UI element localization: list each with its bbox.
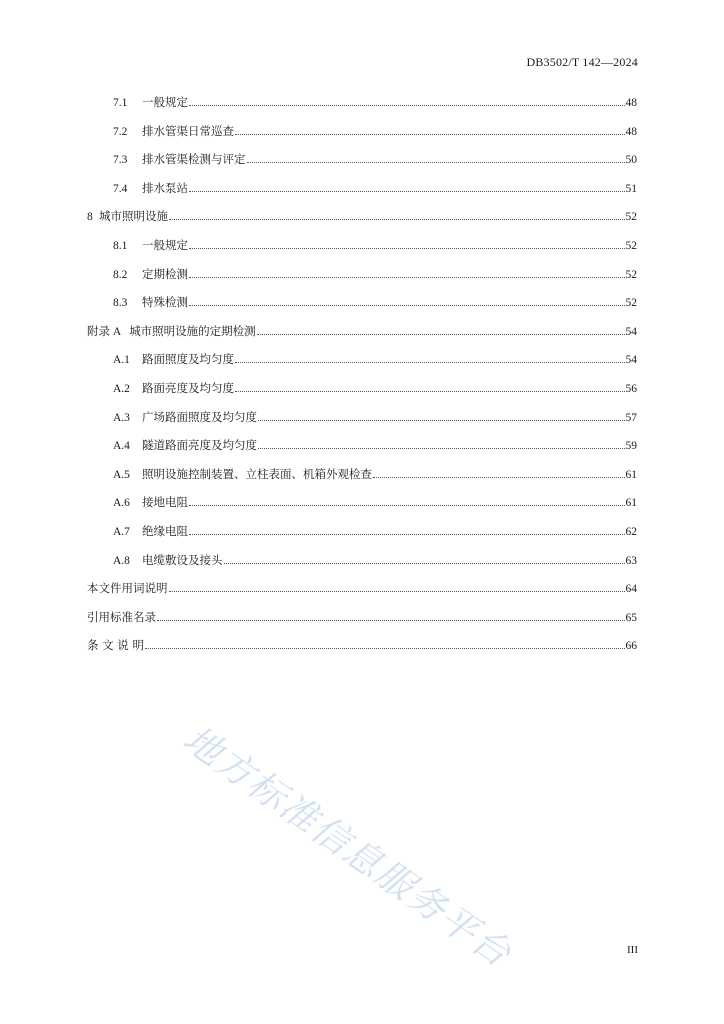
- toc-entry-number: A.7: [113, 526, 130, 538]
- toc-entry-page: 54: [625, 325, 637, 338]
- toc-entry-page: 56: [625, 383, 637, 395]
- toc-entry-page: 52: [625, 297, 637, 310]
- toc-entry-number: 8.1: [113, 240, 128, 252]
- toc-entry[interactable]: [87, 380, 637, 396]
- toc-entry-page: 64: [625, 583, 637, 596]
- toc-entry-title: 接地电阻: [142, 495, 188, 510]
- toc-entry-title: 电缆敷设及接头: [142, 552, 223, 567]
- toc-entry[interactable]: [87, 523, 637, 539]
- toc-entry[interactable]: [87, 94, 637, 110]
- toc-leader-dots: [189, 533, 625, 535]
- toc-leader-dots: [145, 647, 625, 649]
- toc-entry-page: 62: [625, 526, 637, 538]
- toc-entry-page: 61: [625, 497, 637, 510]
- toc-entry-title: 绝缘电阻: [142, 524, 188, 538]
- toc-entry-title: 广场路面照度及均匀度: [142, 409, 257, 424]
- toc-leader-dots: [189, 104, 625, 106]
- toc-entry-title: 隧道路面亮度及均匀度: [142, 438, 257, 453]
- toc-leader-dots: [224, 562, 625, 564]
- toc-entry-page: 51: [625, 182, 637, 195]
- toc-entry[interactable]: [87, 266, 637, 282]
- toc-entry[interactable]: [87, 580, 637, 596]
- toc-entry-title: 路面照度及均匀度: [142, 352, 234, 367]
- toc-entry-page: 65: [625, 611, 637, 624]
- toc-entry-number: 8.3: [113, 297, 128, 310]
- toc-leader-dots: [169, 218, 625, 220]
- toc-leader-dots: [235, 361, 625, 363]
- toc-entry[interactable]: [87, 609, 637, 625]
- toc-entry-page: 57: [625, 411, 637, 424]
- toc-leader-dots: [189, 247, 625, 249]
- toc-entry-number: A.5: [113, 468, 130, 481]
- toc-entry-page: 61: [625, 468, 637, 481]
- toc-entry-title: 一般规定: [142, 238, 188, 252]
- toc-entry[interactable]: [87, 351, 637, 367]
- toc-leader-dots: [235, 133, 625, 135]
- toc-entry-title: 路面亮度及均匀度: [142, 381, 234, 395]
- toc-leader-dots: [157, 619, 625, 621]
- toc-leader-dots: [257, 333, 625, 335]
- document-code-header: DB3502/T 142—2024: [526, 55, 638, 69]
- toc-entry-number: 7.1: [113, 97, 128, 109]
- toc-entry-title: 排水管渠检测与评定: [142, 152, 246, 167]
- toc-entry-title: 条 文 说 明: [87, 638, 144, 653]
- toc-entry-title: 特殊检测: [142, 295, 188, 310]
- toc-entry[interactable]: [87, 208, 637, 224]
- toc-entry[interactable]: [87, 637, 637, 653]
- toc-entry-page: 52: [625, 211, 637, 224]
- toc-entry-title: 城市照明设施的定期检测: [129, 323, 256, 338]
- toc-entry[interactable]: [87, 466, 637, 482]
- toc-entry[interactable]: [87, 323, 637, 339]
- toc-entry[interactable]: [87, 237, 637, 253]
- toc-entry[interactable]: [87, 123, 637, 139]
- toc-entry-number: A.2: [113, 383, 130, 395]
- toc-entry[interactable]: [87, 180, 637, 196]
- toc-entry-number: A.6: [113, 497, 130, 510]
- toc-entry-number: 7.3: [113, 154, 128, 167]
- toc-leader-dots: [189, 304, 625, 306]
- toc-entry-number: A.1: [113, 354, 130, 367]
- toc-leader-dots: [189, 276, 625, 278]
- toc-entry-number: 8: [87, 211, 93, 224]
- page-number: III: [627, 944, 638, 956]
- toc-entry-page: 54: [625, 354, 637, 367]
- toc-entry-page: 66: [625, 640, 637, 653]
- toc-entry-page: 59: [625, 440, 637, 453]
- toc-leader-dots: [258, 447, 625, 449]
- toc-entry-number: A.8: [113, 554, 130, 567]
- toc-leader-dots: [189, 504, 625, 506]
- toc-entry-number: A.3: [113, 411, 130, 424]
- toc-entry-title: 排水泵站: [142, 180, 188, 195]
- toc-leader-dots: [258, 419, 625, 421]
- toc-leader-dots: [235, 390, 625, 392]
- toc-entry-number: 7.4: [113, 182, 128, 195]
- toc-entry[interactable]: [87, 409, 637, 425]
- toc-entry-number: 7.2: [113, 125, 128, 138]
- toc-entry[interactable]: [87, 151, 637, 167]
- toc-leader-dots: [189, 190, 625, 192]
- toc-leader-dots: [373, 476, 625, 478]
- toc-entry[interactable]: [87, 494, 637, 510]
- toc-entry-title: 引用标准名录: [87, 609, 156, 624]
- toc-entry-number: A.4: [113, 440, 130, 453]
- toc-entry-number: 附录 A: [87, 325, 122, 338]
- toc-entry-title: 照明设施控制装置、立柱表面、机箱外观检查: [142, 466, 372, 481]
- toc-entry-page: 50: [625, 154, 637, 167]
- toc-leader-dots: [247, 161, 625, 163]
- watermark: 地方标准信息服务平台: [175, 717, 520, 977]
- toc-entry-page: 52: [625, 240, 637, 252]
- toc-entry[interactable]: [87, 552, 637, 568]
- toc-entry-title: 定期检测: [142, 266, 188, 281]
- toc-leader-dots: [169, 590, 625, 592]
- toc-entry-number: 8.2: [113, 268, 128, 281]
- toc-entry-title: 本文件用词说明: [87, 581, 168, 596]
- toc-entry-page: 63: [625, 554, 637, 567]
- toc-entry-title: 排水管渠日常巡查: [142, 123, 234, 138]
- toc-entry-title: 一般规定: [142, 95, 188, 109]
- toc-entry-page: 52: [625, 268, 637, 281]
- toc-entry-page: 48: [625, 125, 637, 138]
- toc-entry[interactable]: [87, 294, 637, 310]
- toc-entry[interactable]: [87, 437, 637, 453]
- toc-entry-title: 城市照明设施: [99, 209, 168, 224]
- toc-entry-page: 48: [625, 97, 637, 109]
